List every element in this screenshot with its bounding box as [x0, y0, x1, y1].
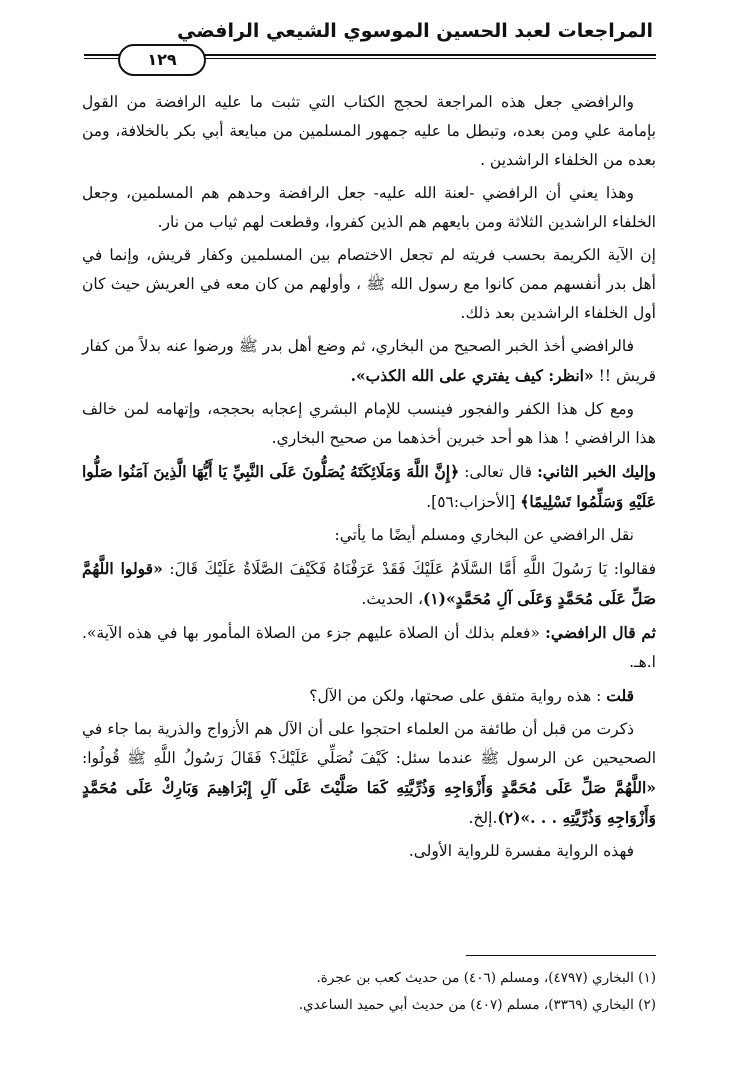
body-text: [82, 88, 656, 870]
paragraph-label: ثم قال الرافضي:: [545, 623, 656, 642]
paragraph: والرافضي جعل هذه المراجعة لحجج الكتاب التي تثبت ما عليه الرافضة من القول بإمامة علي ومن بعده، وتبطل ما عليه جمهور المسلمين من مبايعة أبي بكر بالخلافة، ومن بعده من الخلفاء الراشدين .: [82, 93, 656, 169]
emphasis-text: «انظر: كيف يفتري على الله الكذب».: [350, 366, 594, 385]
hadith-quote: «اللَّهُمَّ صَلِّ عَلَى مُحَمَّدٍ وَأَزْوَاجِهِ وَذُرِّيَّتِهِ كَمَا صَلَّيْتَ عَلَى آلِ إِبْرَاهِيمَ وَبَارِكْ عَلَى مُحَمَّدٍ وَأَزْوَاجِهِ وَذُرِّيَّتِهِ . . .»(٢): [82, 778, 656, 827]
paragraph: [82, 457, 656, 517]
quran-verse: ﴿إِنَّ اللَّهَ وَمَلَائِكَتَهُ يُصَلُّونَ عَلَى النَّبِيِّ يَا أَيُّهَا الَّذِينَ آمَنُوا صَلُّوا عَلَيْهِ وَسَلِّمُوا تَسْلِيمًا﴾: [82, 462, 656, 511]
paragraph-text: «فعلم بذلك أن الصلاة عليهم جزء من الصلاة المأمور بها في هذه الآية». ا.هـ.: [82, 624, 656, 671]
footnotes: [82, 965, 656, 1019]
page-number-badge: ١٢٩: [118, 44, 206, 76]
hadith-quote: «قولوا اللَّهُمَّ صَلِّ عَلَى مُحَمَّدٍ وَعَلَى آلِ مُحَمَّدٍ»(١): [82, 559, 656, 608]
paragraph-text: فالرافضي أخذ الخبر الصحيح من البخاري، ثم وضع أهل بدر ﷺ ورضوا عنه بدلاً من كفار قريش !!: [82, 337, 656, 385]
paragraph-text: .إلخ.: [468, 809, 498, 827]
verse-reference: [الأحزاب:٥٦].: [426, 493, 521, 511]
paragraph-label: قلت: [606, 686, 634, 705]
paragraph: [82, 554, 656, 614]
paragraph-label: وإليك الخبر الثاني:: [537, 462, 656, 481]
footnote-rule: [466, 955, 656, 956]
paragraph: ومع كل هذا الكفر والفجور فينسب للإمام البشري إعجابه بحججه، وإتهامه لمن خالف هذا الرافضي ! هذا هو أحد خبرين أخذهما من صحيح البخاري.: [82, 400, 656, 447]
paragraph: [82, 618, 656, 677]
paragraph: [82, 715, 656, 833]
paragraph: [82, 681, 656, 711]
paragraph-text: ذكرت من قبل أن طائفة من العلماء احتجوا على أن الآل هم الأزواج والذرية بما جاء في الصحيحين عن الرسول ﷺ عندما سئل: كَيْفَ نُصَلِّي عَلَيْكَ؟ فَقَالَ رَسُولُ اللَّهِ ﷺ قُولُوا:: [82, 720, 656, 767]
paragraph-text: ، الحديث.: [361, 590, 423, 608]
running-header-title: المراجعات لعبد الحسين الموسوي الشيعي الرافضي: [177, 20, 653, 42]
hadith-text: فقالوا: يَا رَسُولَ اللَّهِ أَمَّا السَّلَامُ عَلَيْكَ فَقَدْ عَرَفْنَاهُ فَكَيْفَ الصَّلَاةُ عَلَيْكَ قَالَ:: [162, 560, 656, 578]
paragraph: [82, 332, 656, 391]
paragraph: فهذه الرواية مفسرة للرواية الأولى.: [408, 842, 634, 860]
paragraph: وهذا يعني أن الرافضي -لعنة الله عليه- جعل الرافضة وحدهم هم المسلمين، وجعل الخلفاء الراشدين الثلاثة ومن بايعهم هم الذين كفروا، وقطعت لهم ثياب من نار.: [82, 184, 656, 231]
footnote: (٢) البخاري (٣٣٦٩)، مسلم (٤٠٧) من حديث أبي حميد الساعدي.: [298, 997, 656, 1013]
paragraph-text: : هذه رواية متفق على صحتها، ولكن من الآل؟: [309, 687, 607, 705]
footnote: (١) البخاري (٤٧٩٧)، ومسلم (٤٠٦) من حديث كعب بن عجرة.: [316, 970, 656, 986]
paragraph-text: قال تعالى:: [459, 463, 538, 481]
paragraph: إن الآية الكريمة بحسب فريته لم تجعل الاختصام بين المسلمين وكفار قريش، وإنما في أهل بدر أنفسهم ممن كانوا مع رسول الله ﷺ ، وأولهم من كان معه في العريش حيث كان أول الخلفاء الراشدين بعد ذلك.: [82, 246, 656, 322]
paragraph: نقل الرافضي عن البخاري ومسلم أيضًا ما يأتي:: [334, 526, 634, 544]
